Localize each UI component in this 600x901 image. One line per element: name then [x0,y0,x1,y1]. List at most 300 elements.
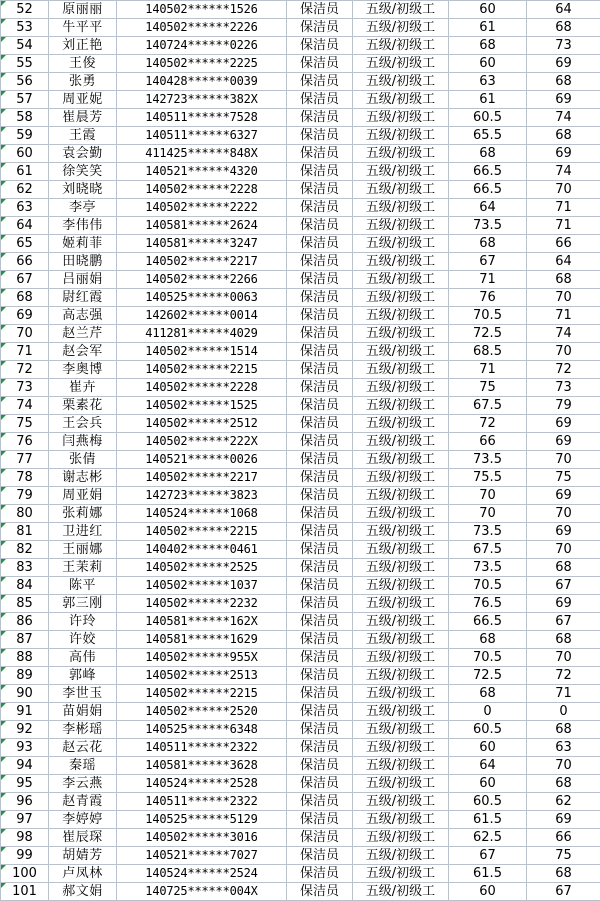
cell-id-number[interactable]: 140581******162X [117,613,287,631]
cell-name[interactable]: 许玲 [49,613,117,631]
cell-score-theory[interactable]: 70.5 [449,577,527,595]
cell-occupation[interactable]: 保洁员 [287,523,353,541]
cell-number[interactable] [1,667,49,685]
cell-level[interactable]: 五级/初级工 [353,271,449,289]
cell-score-theory[interactable]: 60 [449,775,527,793]
cell-occupation[interactable]: 保洁员 [287,37,353,55]
cell-level[interactable]: 五级/初级工 [353,721,449,739]
cell-occupation[interactable]: 保洁员 [287,883,353,901]
cell-name[interactable]: 高伟 [49,649,117,667]
cell-score-theory[interactable]: 73.5 [449,559,527,577]
cell-level[interactable]: 五级/初级工 [353,451,449,469]
cell-occupation[interactable]: 保洁员 [287,163,353,181]
cell-occupation[interactable]: 保洁员 [287,451,353,469]
cell-score-theory[interactable]: 63 [449,73,527,91]
cell-score-theory[interactable]: 60 [449,739,527,757]
cell-name[interactable]: 王丽娜 [49,541,117,559]
cell-id-number[interactable]: 140581******3247 [117,235,287,253]
cell-score-practical[interactable]: 70 [527,343,600,361]
cell-occupation[interactable]: 保洁员 [287,811,353,829]
cell-name[interactable]: 刘晓晓 [49,181,117,199]
cell-number[interactable] [1,811,49,829]
cell-occupation[interactable]: 保洁员 [287,721,353,739]
cell-score-theory[interactable]: 70 [449,505,527,523]
cell-id-number[interactable]: 140502******2225 [117,55,287,73]
cell-level[interactable]: 五级/初级工 [353,667,449,685]
cell-id-number[interactable]: 140502******1037 [117,577,287,595]
cell-occupation[interactable]: 保洁员 [287,289,353,307]
cell-name[interactable]: 田晓鹏 [49,253,117,271]
cell-number[interactable] [1,163,49,181]
cell-score-practical[interactable]: 69 [527,811,600,829]
cell-level[interactable]: 五级/初级工 [353,361,449,379]
cell-occupation[interactable]: 保洁员 [287,505,353,523]
cell-level[interactable]: 五级/初级工 [353,703,449,721]
cell-name[interactable]: 李伟伟 [49,217,117,235]
cell-number[interactable] [1,469,49,487]
cell-name[interactable]: 王俊 [49,55,117,73]
cell-occupation[interactable]: 保洁员 [287,415,353,433]
cell-score-theory[interactable]: 75 [449,379,527,397]
cell-occupation[interactable]: 保洁员 [287,649,353,667]
cell-level[interactable]: 五级/初级工 [353,415,449,433]
cell-name[interactable]: 李婷婷 [49,811,117,829]
cell-level[interactable]: 五级/初级工 [353,73,449,91]
cell-name[interactable]: 郝文娟 [49,883,117,901]
cell-score-theory[interactable]: 67.5 [449,397,527,415]
cell-occupation[interactable]: 保洁员 [287,307,353,325]
cell-level[interactable]: 五级/初级工 [353,865,449,883]
cell-level[interactable]: 五级/初级工 [353,127,449,145]
cell-number[interactable] [1,1,49,19]
cell-level[interactable]: 五级/初级工 [353,235,449,253]
cell-score-practical[interactable]: 74 [527,325,600,343]
cell-level[interactable]: 五级/初级工 [353,55,449,73]
cell-occupation[interactable]: 保洁员 [287,343,353,361]
cell-level[interactable]: 五级/初级工 [353,739,449,757]
cell-score-theory[interactable]: 68 [449,631,527,649]
cell-name[interactable]: 赵云花 [49,739,117,757]
cell-score-theory[interactable]: 68 [449,685,527,703]
cell-score-practical[interactable]: 72 [527,361,600,379]
cell-score-practical[interactable]: 74 [527,163,600,181]
cell-level[interactable]: 五级/初级工 [353,199,449,217]
cell-score-practical[interactable]: 62 [527,793,600,811]
cell-id-number[interactable]: 140502******2228 [117,181,287,199]
cell-number[interactable] [1,631,49,649]
cell-score-practical[interactable]: 68 [527,19,600,37]
cell-score-practical[interactable]: 69 [527,595,600,613]
cell-name[interactable]: 郭峰 [49,667,117,685]
cell-score-practical[interactable]: 75 [527,469,600,487]
cell-score-theory[interactable]: 71 [449,271,527,289]
cell-occupation[interactable]: 保洁员 [287,127,353,145]
cell-score-theory[interactable]: 67.5 [449,541,527,559]
cell-score-theory[interactable]: 71 [449,361,527,379]
cell-level[interactable]: 五级/初级工 [353,379,449,397]
cell-name[interactable]: 王会兵 [49,415,117,433]
cell-score-practical[interactable]: 69 [527,523,600,541]
cell-id-number[interactable]: 140502******955X [117,649,287,667]
cell-id-number[interactable]: 140502******2226 [117,19,287,37]
cell-score-theory[interactable]: 73.5 [449,523,527,541]
cell-level[interactable]: 五级/初级工 [353,793,449,811]
cell-name[interactable]: 李奥博 [49,361,117,379]
cell-id-number[interactable]: 140502******2228 [117,379,287,397]
cell-score-theory[interactable]: 61.5 [449,811,527,829]
cell-name[interactable]: 闫燕梅 [49,433,117,451]
cell-score-practical[interactable]: 70 [527,757,600,775]
cell-name[interactable]: 张倩 [49,451,117,469]
cell-occupation[interactable]: 保洁员 [287,541,353,559]
cell-number[interactable] [1,739,49,757]
cell-number[interactable] [1,73,49,91]
cell-level[interactable]: 五级/初级工 [353,289,449,307]
cell-level[interactable]: 五级/初级工 [353,883,449,901]
cell-score-theory[interactable]: 70.5 [449,649,527,667]
cell-occupation[interactable]: 保洁员 [287,235,353,253]
cell-score-theory[interactable]: 66.5 [449,181,527,199]
cell-number[interactable] [1,307,49,325]
cell-number[interactable] [1,541,49,559]
cell-score-practical[interactable]: 68 [527,775,600,793]
cell-id-number[interactable]: 140502******2513 [117,667,287,685]
cell-level[interactable]: 五级/初级工 [353,775,449,793]
cell-score-theory[interactable]: 68 [449,37,527,55]
cell-score-practical[interactable]: 67 [527,883,600,901]
cell-name[interactable]: 姬莉菲 [49,235,117,253]
cell-score-theory[interactable]: 65.5 [449,127,527,145]
cell-name[interactable]: 郭三刚 [49,595,117,613]
cell-id-number[interactable]: 140502******2217 [117,469,287,487]
cell-score-practical[interactable]: 69 [527,487,600,505]
cell-name[interactable]: 吕丽娟 [49,271,117,289]
cell-name[interactable]: 崔辰琛 [49,829,117,847]
cell-score-theory[interactable]: 70 [449,487,527,505]
cell-level[interactable]: 五级/初级工 [353,847,449,865]
cell-number[interactable] [1,829,49,847]
cell-id-number[interactable]: 140521******7027 [117,847,287,865]
cell-id-number[interactable]: 140521******0026 [117,451,287,469]
cell-id-number[interactable]: 140502******1514 [117,343,287,361]
cell-level[interactable]: 五级/初级工 [353,577,449,595]
cell-number[interactable] [1,217,49,235]
cell-score-theory[interactable]: 66.5 [449,163,527,181]
cell-score-theory[interactable]: 60.5 [449,793,527,811]
cell-score-practical[interactable]: 71 [527,199,600,217]
cell-id-number[interactable]: 140502******2232 [117,595,287,613]
cell-id-number[interactable]: 140502******2520 [117,703,287,721]
cell-level[interactable]: 五级/初级工 [353,613,449,631]
cell-score-theory[interactable]: 60.5 [449,721,527,739]
cell-number[interactable] [1,775,49,793]
cell-id-number[interactable]: 140521******4320 [117,163,287,181]
cell-id-number[interactable]: 140725******004X [117,883,287,901]
cell-id-number[interactable]: 411281******4029 [117,325,287,343]
cell-id-number[interactable]: 140525******5129 [117,811,287,829]
cell-name[interactable]: 王茉莉 [49,559,117,577]
cell-name[interactable]: 谢志彬 [49,469,117,487]
cell-number[interactable] [1,793,49,811]
cell-score-practical[interactable]: 73 [527,37,600,55]
cell-occupation[interactable]: 保洁员 [287,145,353,163]
cell-score-theory[interactable]: 60.5 [449,109,527,127]
cell-score-theory[interactable]: 72 [449,415,527,433]
cell-number[interactable] [1,361,49,379]
cell-id-number[interactable]: 140428******0039 [117,73,287,91]
cell-name[interactable]: 周亚娟 [49,487,117,505]
cell-score-practical[interactable]: 69 [527,433,600,451]
cell-occupation[interactable]: 保洁员 [287,91,353,109]
cell-score-theory[interactable]: 60 [449,883,527,901]
cell-score-theory[interactable]: 72.5 [449,667,527,685]
cell-occupation[interactable]: 保洁员 [287,703,353,721]
cell-occupation[interactable]: 保洁员 [287,685,353,703]
cell-name[interactable]: 秦瑶 [49,757,117,775]
cell-number[interactable] [1,289,49,307]
cell-occupation[interactable]: 保洁员 [287,613,353,631]
cell-score-practical[interactable]: 79 [527,397,600,415]
cell-occupation[interactable]: 保洁员 [287,631,353,649]
cell-occupation[interactable]: 保洁员 [287,739,353,757]
cell-score-practical[interactable]: 64 [527,253,600,271]
cell-score-practical[interactable]: 69 [527,145,600,163]
cell-score-theory[interactable]: 64 [449,757,527,775]
cell-number[interactable] [1,577,49,595]
cell-score-practical[interactable]: 68 [527,73,600,91]
cell-number[interactable] [1,19,49,37]
cell-level[interactable]: 五级/初级工 [353,145,449,163]
cell-name[interactable]: 许姣 [49,631,117,649]
cell-id-number[interactable]: 140502******2222 [117,199,287,217]
cell-name[interactable]: 牛平平 [49,19,117,37]
cell-name[interactable]: 苗娟娟 [49,703,117,721]
cell-score-practical[interactable]: 73 [527,379,600,397]
cell-level[interactable]: 五级/初级工 [353,325,449,343]
cell-occupation[interactable]: 保洁员 [287,325,353,343]
cell-name[interactable]: 赵会军 [49,343,117,361]
cell-occupation[interactable]: 保洁员 [287,829,353,847]
cell-name[interactable]: 李彬瑶 [49,721,117,739]
cell-number[interactable] [1,505,49,523]
cell-level[interactable]: 五级/初级工 [353,343,449,361]
cell-id-number[interactable]: 140402******0461 [117,541,287,559]
cell-name[interactable]: 原丽丽 [49,1,117,19]
cell-score-practical[interactable]: 71 [527,217,600,235]
cell-level[interactable]: 五级/初级工 [353,829,449,847]
cell-score-practical[interactable]: 68 [527,865,600,883]
cell-score-theory[interactable]: 61 [449,91,527,109]
cell-number[interactable] [1,559,49,577]
cell-name[interactable]: 崔卉 [49,379,117,397]
cell-score-theory[interactable]: 76.5 [449,595,527,613]
cell-level[interactable]: 五级/初级工 [353,523,449,541]
cell-score-theory[interactable]: 61.5 [449,865,527,883]
cell-id-number[interactable]: 140502******2215 [117,685,287,703]
cell-name[interactable]: 袁会勤 [49,145,117,163]
cell-name[interactable]: 卫进红 [49,523,117,541]
cell-occupation[interactable]: 保洁员 [287,487,353,505]
cell-id-number[interactable]: 140502******2266 [117,271,287,289]
cell-score-theory[interactable]: 73.5 [449,451,527,469]
cell-occupation[interactable]: 保洁员 [287,217,353,235]
cell-number[interactable] [1,595,49,613]
cell-score-theory[interactable]: 68 [449,145,527,163]
cell-name[interactable]: 张莉娜 [49,505,117,523]
cell-score-practical[interactable]: 70 [527,451,600,469]
cell-id-number[interactable]: 140524******2528 [117,775,287,793]
cell-occupation[interactable]: 保洁员 [287,865,353,883]
cell-id-number[interactable]: 142723******3823 [117,487,287,505]
cell-id-number[interactable]: 140502******2215 [117,361,287,379]
cell-id-number[interactable]: 140511******2322 [117,793,287,811]
cell-occupation[interactable]: 保洁员 [287,667,353,685]
cell-score-practical[interactable]: 67 [527,613,600,631]
cell-number[interactable] [1,91,49,109]
cell-score-practical[interactable]: 64 [527,1,600,19]
cell-name[interactable]: 张勇 [49,73,117,91]
cell-number[interactable] [1,235,49,253]
cell-level[interactable]: 五级/初级工 [353,631,449,649]
cell-occupation[interactable]: 保洁员 [287,379,353,397]
cell-number[interactable] [1,127,49,145]
cell-id-number[interactable]: 140502******2525 [117,559,287,577]
cell-score-theory[interactable]: 70.5 [449,307,527,325]
cell-number[interactable] [1,451,49,469]
cell-number[interactable] [1,145,49,163]
cell-id-number[interactable]: 140525******6348 [117,721,287,739]
cell-number[interactable] [1,757,49,775]
cell-id-number[interactable]: 142602******0014 [117,307,287,325]
cell-number[interactable] [1,883,49,901]
cell-score-theory[interactable]: 60 [449,55,527,73]
cell-occupation[interactable]: 保洁员 [287,271,353,289]
cell-level[interactable]: 五级/初级工 [353,559,449,577]
cell-level[interactable]: 五级/初级工 [353,1,449,19]
cell-level[interactable]: 五级/初级工 [353,433,449,451]
cell-level[interactable]: 五级/初级工 [353,397,449,415]
cell-occupation[interactable]: 保洁员 [287,847,353,865]
cell-occupation[interactable]: 保洁员 [287,199,353,217]
cell-occupation[interactable]: 保洁员 [287,1,353,19]
cell-number[interactable] [1,109,49,127]
cell-name[interactable]: 李世玉 [49,685,117,703]
cell-score-practical[interactable]: 69 [527,91,600,109]
cell-name[interactable]: 尉红霞 [49,289,117,307]
cell-name[interactable]: 高志强 [49,307,117,325]
cell-id-number[interactable]: 140502******222X [117,433,287,451]
cell-id-number[interactable]: 140511******6327 [117,127,287,145]
cell-number[interactable] [1,487,49,505]
cell-score-theory[interactable]: 72.5 [449,325,527,343]
cell-score-theory[interactable]: 62.5 [449,829,527,847]
cell-number[interactable] [1,325,49,343]
cell-id-number[interactable]: 140511******7528 [117,109,287,127]
cell-score-practical[interactable]: 66 [527,235,600,253]
cell-id-number[interactable]: 140502******1526 [117,1,287,19]
cell-number[interactable] [1,613,49,631]
cell-level[interactable]: 五级/初级工 [353,19,449,37]
cell-level[interactable]: 五级/初级工 [353,811,449,829]
cell-score-practical[interactable]: 74 [527,109,600,127]
cell-occupation[interactable]: 保洁员 [287,793,353,811]
cell-score-theory[interactable]: 60 [449,1,527,19]
cell-score-theory[interactable]: 67 [449,847,527,865]
cell-number[interactable] [1,181,49,199]
cell-level[interactable]: 五级/初级工 [353,649,449,667]
cell-name[interactable]: 栗素花 [49,397,117,415]
cell-level[interactable]: 五级/初级工 [353,757,449,775]
cell-score-practical[interactable]: 71 [527,685,600,703]
cell-id-number[interactable]: 140502******1525 [117,397,287,415]
cell-id-number[interactable]: 140502******2512 [117,415,287,433]
cell-level[interactable]: 五级/初级工 [353,685,449,703]
cell-name[interactable]: 周亚妮 [49,91,117,109]
cell-level[interactable]: 五级/初级工 [353,109,449,127]
cell-number[interactable] [1,523,49,541]
cell-occupation[interactable]: 保洁员 [287,775,353,793]
cell-occupation[interactable]: 保洁员 [287,181,353,199]
cell-occupation[interactable]: 保洁员 [287,361,353,379]
cell-occupation[interactable]: 保洁员 [287,109,353,127]
cell-id-number[interactable]: 140502******3016 [117,829,287,847]
cell-number[interactable] [1,397,49,415]
cell-level[interactable]: 五级/初级工 [353,541,449,559]
cell-occupation[interactable]: 保洁员 [287,757,353,775]
cell-score-theory[interactable]: 64 [449,199,527,217]
cell-score-practical[interactable]: 69 [527,415,600,433]
cell-score-practical[interactable]: 72 [527,667,600,685]
cell-number[interactable] [1,865,49,883]
cell-score-practical[interactable]: 75 [527,847,600,865]
cell-score-practical[interactable]: 68 [527,559,600,577]
cell-occupation[interactable]: 保洁员 [287,253,353,271]
cell-score-theory[interactable]: 73.5 [449,217,527,235]
cell-occupation[interactable]: 保洁员 [287,559,353,577]
cell-score-theory[interactable]: 0 [449,703,527,721]
cell-score-practical[interactable]: 71 [527,307,600,325]
cell-name[interactable]: 李亭 [49,199,117,217]
cell-score-practical[interactable]: 70 [527,289,600,307]
cell-name[interactable]: 胡婧芳 [49,847,117,865]
cell-number[interactable] [1,343,49,361]
cell-id-number[interactable]: 142723******382X [117,91,287,109]
cell-score-practical[interactable]: 70 [527,649,600,667]
cell-score-theory[interactable]: 61 [449,19,527,37]
cell-id-number[interactable]: 140525******0063 [117,289,287,307]
cell-number[interactable] [1,37,49,55]
cell-score-theory[interactable]: 67 [449,253,527,271]
cell-score-theory[interactable]: 75.5 [449,469,527,487]
cell-id-number[interactable]: 140502******2215 [117,523,287,541]
cell-score-theory[interactable]: 66.5 [449,613,527,631]
cell-occupation[interactable]: 保洁员 [287,577,353,595]
cell-occupation[interactable]: 保洁员 [287,55,353,73]
cell-id-number[interactable]: 140581******1629 [117,631,287,649]
cell-score-theory[interactable]: 68.5 [449,343,527,361]
cell-occupation[interactable]: 保洁员 [287,19,353,37]
cell-level[interactable]: 五级/初级工 [353,505,449,523]
cell-name[interactable]: 刘正艳 [49,37,117,55]
cell-occupation[interactable]: 保洁员 [287,73,353,91]
cell-number[interactable] [1,649,49,667]
cell-id-number[interactable]: 140581******3628 [117,757,287,775]
cell-score-practical[interactable]: 68 [527,631,600,649]
cell-name[interactable]: 徐笑笑 [49,163,117,181]
cell-name[interactable]: 卢凤林 [49,865,117,883]
cell-occupation[interactable]: 保洁员 [287,433,353,451]
cell-number[interactable] [1,271,49,289]
